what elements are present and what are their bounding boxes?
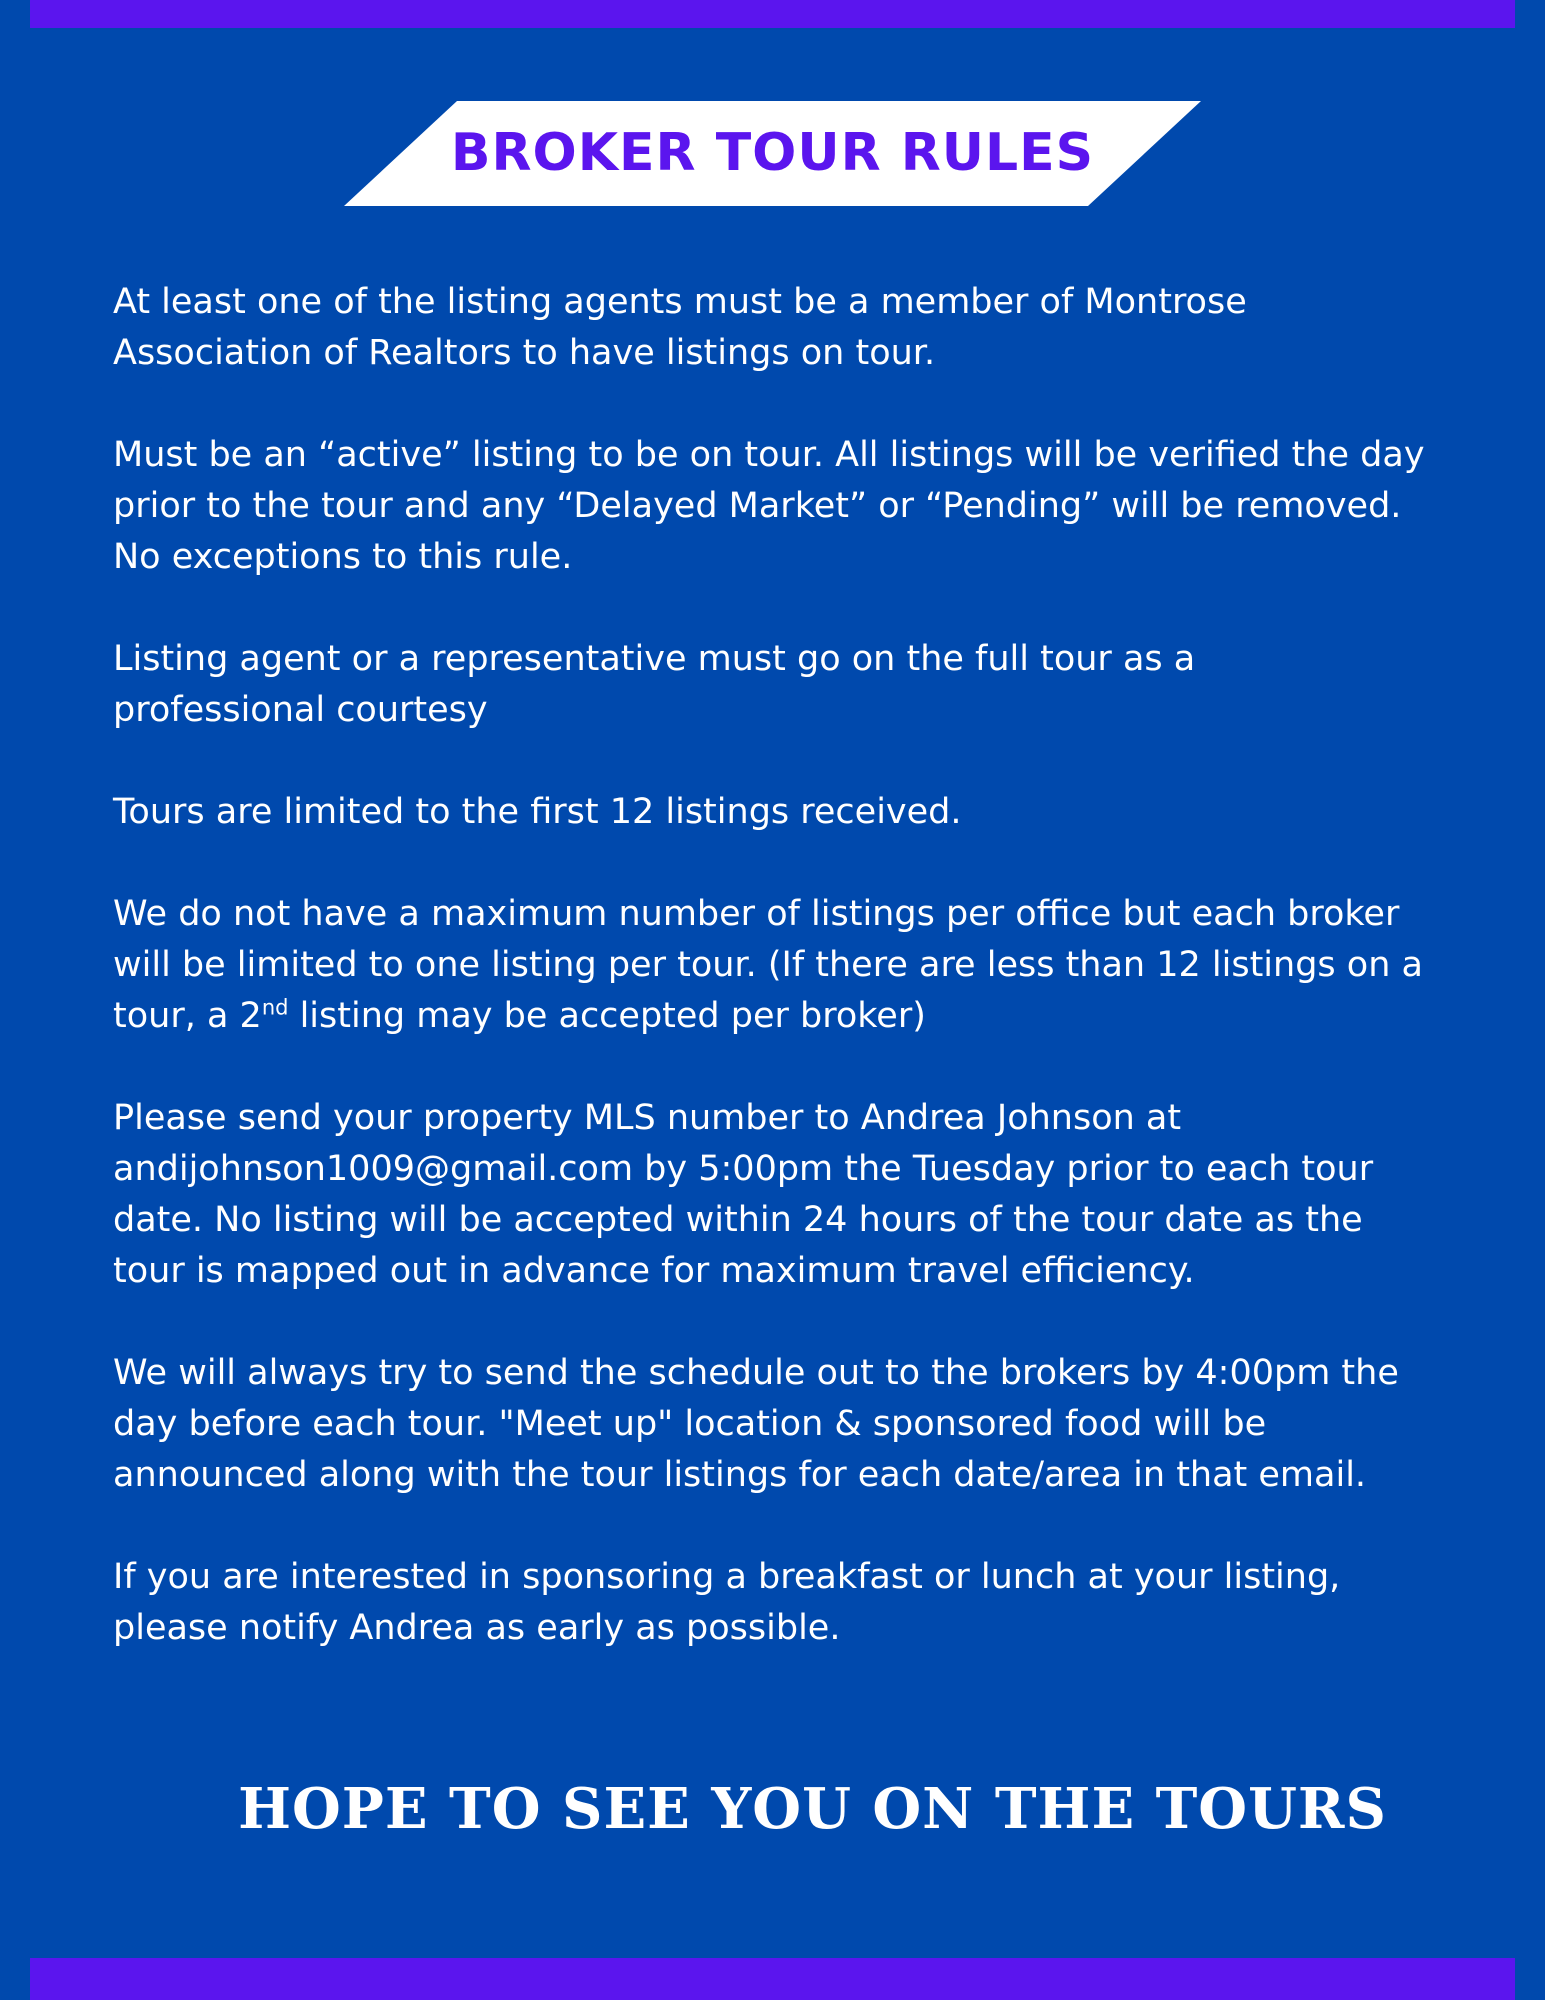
rule-item: Must be an “active” listing to be on tour. All listings will be verified the day prior to the tour and any “Delayed Market” or “Pending” will be removed. No exceptions to this rule.: [113, 435, 1425, 577]
rule-text: We do not have a maximum number of listings per office but each broker will be limited to one listing per tour. (If there are less than 12 listings on a tour, a 2: [113, 894, 1423, 1036]
ordinal-suffix: nd: [261, 995, 289, 1020]
closing-message: HOPE TO SEE YOU ON THE TOURS: [238, 1776, 1387, 1842]
rule-item: If you are interested in sponsoring a breakfast or lunch at your listing, please notify Andrea as early as possible.: [113, 1557, 1341, 1648]
rule-item: Please send your property MLS number to Andrea Johnson at andijohnson1009@gmail.com by 5:00pm the Tuesday prior to each tour date. No listing will be accepted within 24 hours of the tour date as the tour is mapped out in advance for maximum travel efficiency.: [113, 1098, 1374, 1291]
rules-list: [113, 277, 1443, 1705]
rule-item: At least one of the listing agents must be a member of Montrose Association of Realtors to have listings on tour.: [113, 282, 1247, 373]
rule-item: Tours are limited to the first 12 listings received.: [113, 792, 962, 832]
rule-item: [113, 889, 1443, 1042]
rule-item: We will always try to send the schedule out to the brokers by 4:00pm the day before each tour. "Meet up" location & sponsored food will be announced along with the tour listings for each date/area in that email.: [113, 1353, 1399, 1495]
bottom-accent-band: [30, 1958, 1515, 2000]
rule-item: Listing agent or a representative must go on the full tour as a professional courtesy: [113, 639, 1196, 730]
page-title: BROKER TOUR RULES: [450, 123, 1095, 183]
rule-text: listing may be accepted per broker): [288, 996, 926, 1036]
title-banner: [344, 101, 1201, 206]
top-accent-band: [30, 0, 1515, 28]
